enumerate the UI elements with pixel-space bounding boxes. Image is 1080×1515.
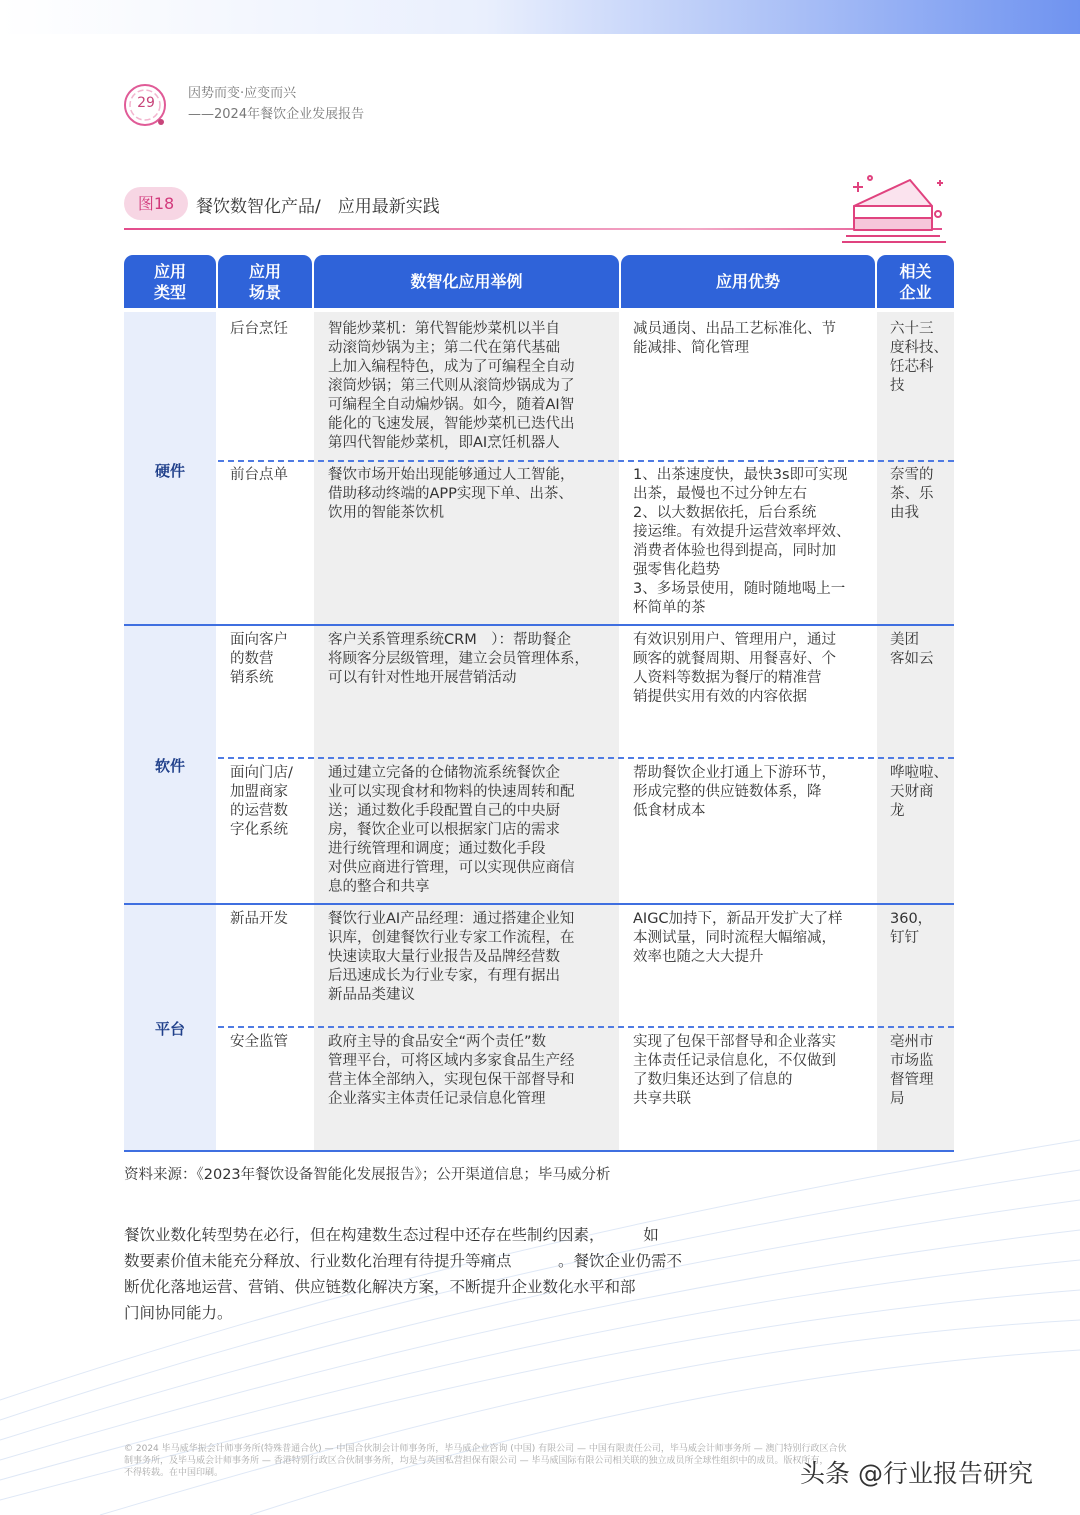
figure-tag: 图18 [124, 187, 188, 220]
group-divider [124, 903, 954, 905]
col-header-scene: 应用 场景 [218, 255, 312, 308]
col-header-type: 应用 类型 [124, 255, 216, 308]
group-label-software: 软件 [154, 757, 185, 775]
col-header-company: 相关 企业 [877, 255, 954, 308]
figure-title-rule [124, 228, 942, 230]
table-row-advantage: 减员通岗、出品工艺标准化、节 能减排、简化管理 [633, 321, 836, 356]
table-row-advantage: 1、出茶速度快，最快3s即可实现 出茶，最慢也不过分钟左右 2、以大数据依托，后台系统 接运维。有效提升运营效率坪效、 消费者体验也得到提高，同时加 强零售化趋势 3、多场景使用，随时随地喝上一 杯简单的茶 [633, 467, 851, 616]
table-row-scene: 新品开发 [230, 911, 288, 927]
table-row-scene: 面向门店/ 加盟商家 的运营数 字化系统 [230, 765, 293, 838]
page-number: 29 [137, 95, 155, 111]
report-title: 因势而变·应变而兴 [188, 86, 297, 101]
table-row-scene: 面向客户 的数营 销系统 [230, 632, 288, 686]
table-row-scene: 安全监管 [230, 1034, 288, 1050]
table-row-advantage: 帮助餐饮企业打通上下游环节， 形成完整的供应链数体系，降 低食材成本 [633, 765, 836, 819]
table-row-advantage: 实现了包保干部督导和企业落实 主体责任记录信息化，不仅做到 了数归集还达到了信息的 共享共联 [633, 1034, 836, 1107]
row-divider [218, 757, 954, 759]
table-row-scene: 前台点单 [230, 467, 288, 483]
top-gradient-band [0, 0, 1080, 34]
table-row-advantage: AIGC加持下，新品开发扩大了样 本测试量，同时流程大幅缩减， 效率也随之大大提升 [633, 911, 843, 965]
body-paragraph: 餐饮业数化转型势在必行，但在构建数生态过程中还存在些制约因素， 如 数要素价值未能充分释放、行业数化治理有待提升等痛点 。餐饮企业仍需不 断优化落地运营、营销、供应链数化解决方案，不断提升企业数化水平和部 门间协同能力。 [124, 1226, 683, 1322]
col-company-shading [877, 312, 954, 1150]
row-divider [218, 460, 954, 462]
legal-footer: © 2024 毕马威华振会计师事务所(特殊普通合伙) — 中国合伙制会计师事务所，毕马威企业咨询 (中国) 有限公司 — 中国有限责任公司，毕马威会计师事务所 — 澳门特别行政区合伙 制事务所，及毕马威会计师事务所 — 香港特别行政区合伙制事务所，均是与英国私营担保有限公司 — 毕马威国际有限公司相关联的独立成员所全球性组织中的成员。版权所有， 不得转载。在中国印刷。 [124, 1444, 847, 1478]
table-row-example: 客户关系管理系统CRM ）：帮助餐企 将顾客分层级管理，建立会员管理体系， 可以有针对性地开展营销活动 [328, 632, 589, 686]
cake-slice-icon [840, 172, 950, 252]
table-row-example: 餐饮市场开始出现能够通过人工智能， 借助移动终端的APP实现下单、出茶、 饮用的智能茶饮机 [328, 467, 575, 521]
table-row-example: 政府主导的食品安全“两个责任”数 管理平台，可将区域内多家食品生产经 营主体全部纳入，实现包保干部督导和 企业落实主体责任记录信息化管理 [328, 1034, 575, 1107]
table-row-company: 360， 钉钉 [890, 911, 933, 946]
source-note: 资料来源：《2023年餐饮设备智能化发展报告》；公开渠道信息；毕马威分析 [124, 1167, 611, 1183]
table-row-company: 奈雪的 茶、乐 由我 [890, 467, 934, 521]
table-row-example: 餐饮行业AI产品经理：通过搭建企业知 识库，创建餐饮行业专家工作流程，在 快速读取大量行业报告及品牌经营数 后迅速成长为行业专家，有理有据出 新品品类建议 [328, 911, 575, 1003]
table-row-company: 美团 客如云 [890, 632, 934, 667]
col-header-example: 数智化应用举例 [314, 255, 619, 308]
table-row-example: 通过建立完备的仓储物流系统餐饮企 业可以实现食材和物料的快速周转和配 送；通过数化手段配置自己的中央厨 房，餐饮企业可以根据家门店的需求 进行统管理和调度；通过数化手段 对供应商进行管理，可以实现供应商信 息的整合和共享 [328, 765, 575, 895]
table-row-company: 六十三 度科技、 饪芯科 技 [890, 321, 948, 394]
table-row-company: 哗啦啦、 天财商 龙 [890, 765, 948, 819]
table-row-advantage: 有效识别用户、管理用户，通过 顾客的就餐周期、用餐喜好、个 人资料等数据为餐厅的精准营 销提供实用有效的内容依据 [633, 632, 836, 705]
figure-title: 餐饮数智化产品/ 应用最新实践 [196, 197, 440, 217]
col-header-advantage: 应用优势 [621, 255, 875, 308]
table-row-example: 智能炒菜机：第代智能炒菜机以半自 动滚筒炒锅为主；第二代在第代基础 上加入编程特色，成为了可编程全自动 滚筒炒锅；第三代则从滚筒炒锅成为了 可编程全自动煸炒锅。如今，随着AI智 能化的飞速发展，智能炒菜机已迭代出 第四代智能炒菜机，即AI烹饪机器人 [328, 321, 575, 451]
table-row-company: 亳州市 市场监 督管理 局 [890, 1034, 934, 1107]
table-row-scene: 后台烹饪 [230, 321, 288, 337]
watermark-text: 头条 @行业报告研究 [800, 1459, 1033, 1488]
group-label-hardware: 硬件 [154, 462, 185, 480]
group-divider [124, 624, 954, 626]
group-label-platform: 平台 [154, 1020, 185, 1038]
table-bottom-rule [124, 1150, 954, 1152]
report-subtitle: ——2024年餐饮企业发展报告 [188, 107, 365, 122]
row-divider [218, 1026, 954, 1028]
